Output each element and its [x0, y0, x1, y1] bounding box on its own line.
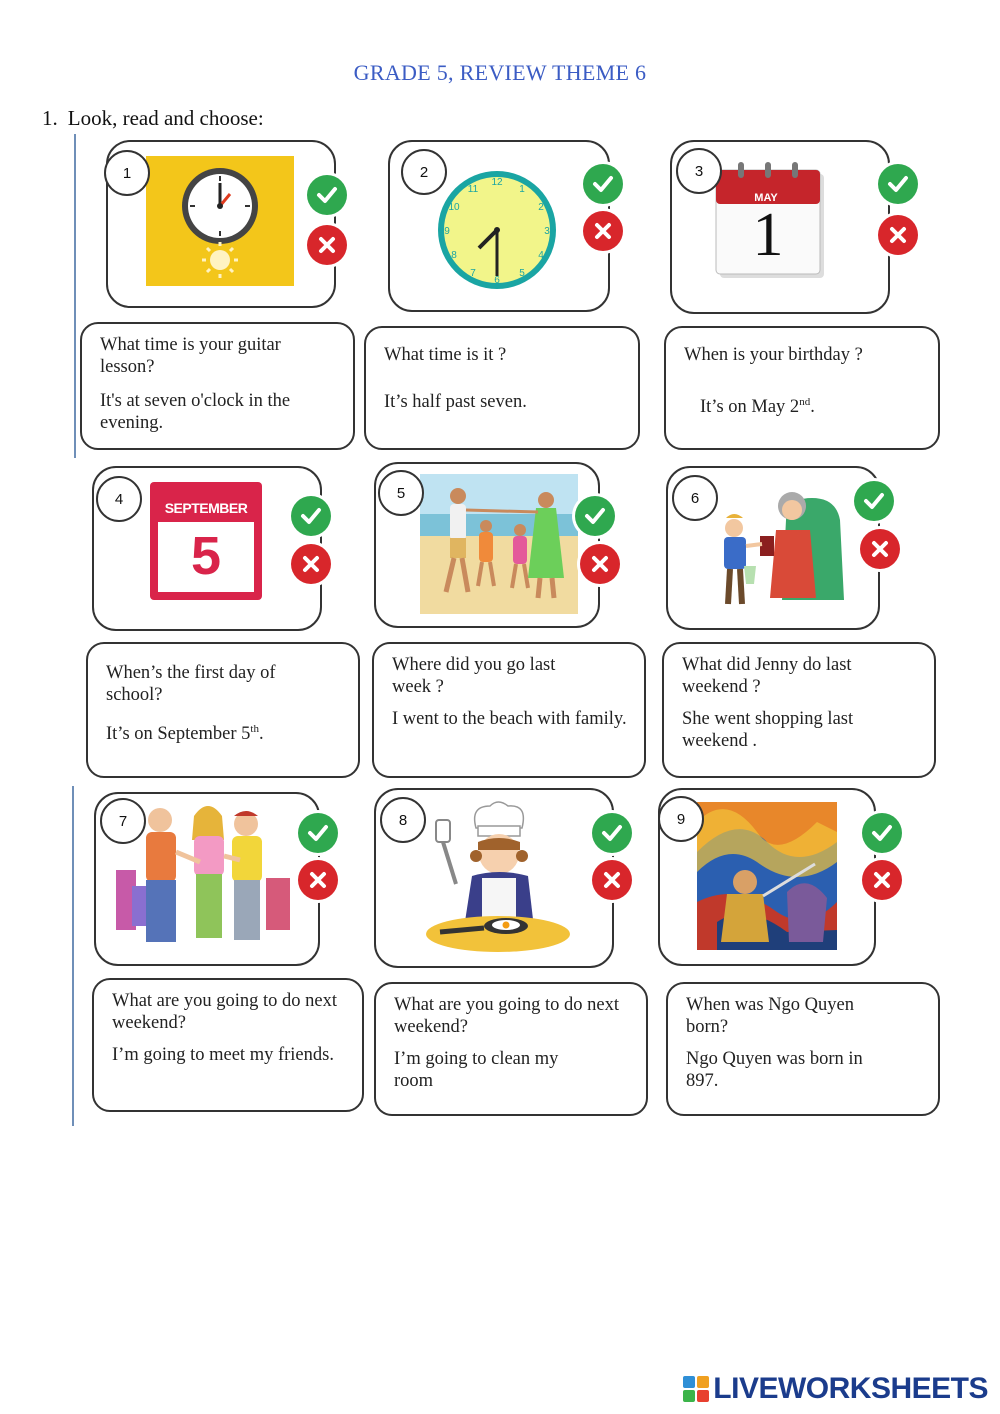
- correct-button[interactable]: [592, 813, 632, 853]
- answer-text: I’m going to meet my friends.: [112, 1045, 334, 1065]
- check-icon: [600, 821, 624, 845]
- ngo-quyen-painting-picture: [697, 802, 837, 950]
- logo-text: LIVEWORKSHEETS: [713, 1372, 988, 1405]
- question-card-8: [374, 982, 648, 1116]
- answer-text: I went to the beach with family.: [392, 709, 627, 729]
- liveworksheets-logo: [683, 1372, 988, 1406]
- question-text: What are you going to do next weekend?: [394, 995, 620, 1037]
- incorrect-button[interactable]: [583, 211, 623, 251]
- calendar-month-label: MAY: [754, 192, 778, 204]
- cross-icon: [886, 223, 910, 247]
- check-icon: [583, 504, 607, 528]
- item-number-badge: 1: [104, 150, 150, 196]
- correct-button[interactable]: [291, 496, 331, 536]
- cross-icon: [868, 537, 892, 561]
- question-text: What time is your guitar lesson?: [100, 335, 281, 377]
- check-icon: [862, 489, 886, 513]
- calendar-month-label: SEPTEMBER: [164, 500, 248, 516]
- question-text: When was Ngo Quyen born?: [686, 995, 854, 1037]
- check-icon: [591, 172, 615, 196]
- cross-icon: [299, 552, 323, 576]
- cross-icon: [306, 868, 330, 892]
- question-card-7: [92, 978, 364, 1112]
- instruction-number: 1.: [42, 106, 58, 130]
- svg-text:11: 11: [467, 184, 479, 195]
- incorrect-button[interactable]: [580, 544, 620, 584]
- check-icon: [299, 504, 323, 528]
- incorrect-button[interactable]: [860, 529, 900, 569]
- calendar-day-label: 5: [190, 526, 222, 586]
- svg-text:3: 3: [544, 226, 550, 237]
- may-1-calendar-picture: [710, 160, 834, 280]
- check-icon: [306, 821, 330, 845]
- boy-grandmother-picture: [716, 480, 862, 612]
- incorrect-button[interactable]: [291, 544, 331, 584]
- answer-text: It’s on September 5th.: [106, 723, 264, 745]
- answer-text: She went shopping last weekend .: [682, 709, 854, 751]
- answer-text: It’s on May 2nd.: [700, 396, 815, 418]
- svg-text:12: 12: [491, 177, 503, 188]
- correct-button[interactable]: [298, 813, 338, 853]
- family-beach-picture: [420, 474, 578, 614]
- item-number-badge: 2: [401, 149, 447, 195]
- svg-text:5: 5: [519, 268, 525, 279]
- logo-icon: [683, 1376, 709, 1402]
- page-title: GRADE 5, REVIEW THEME 6: [353, 60, 647, 85]
- margin-line: [72, 786, 74, 1126]
- svg-text:4: 4: [538, 250, 544, 261]
- cross-icon: [870, 868, 894, 892]
- svg-text:10: 10: [448, 202, 460, 213]
- margin-line: [74, 134, 76, 458]
- svg-text:1: 1: [519, 184, 525, 195]
- question-text: What time is it ?: [384, 345, 507, 365]
- instruction: [42, 106, 264, 131]
- question-card-3: [664, 326, 940, 450]
- incorrect-button[interactable]: [862, 860, 902, 900]
- cross-icon: [588, 552, 612, 576]
- question-card-6: [662, 642, 936, 778]
- item-number-badge: 7: [100, 798, 146, 844]
- calendar-day-label: 1: [752, 201, 784, 269]
- clock-picture: [432, 170, 562, 290]
- girl-cooking-picture: [420, 798, 570, 958]
- september-5-calendar-picture: [150, 482, 262, 600]
- clock-morning-sun-picture: [146, 156, 294, 286]
- svg-text:7: 7: [470, 268, 476, 279]
- answer-text: It’s half past seven.: [384, 392, 527, 412]
- question-text: What did Jenny do last weekend ?: [682, 655, 852, 697]
- question-text: Where did you go last week ?: [392, 655, 556, 697]
- svg-text:2: 2: [538, 202, 544, 213]
- question-text: When is your birthday ?: [684, 345, 863, 365]
- item-number-badge: 8: [380, 797, 426, 843]
- svg-text:8: 8: [451, 250, 457, 261]
- question-card-9: [666, 982, 940, 1116]
- answer-text: Ngo Quyen was born in 897.: [686, 1049, 863, 1091]
- question-card-1: [80, 322, 355, 450]
- svg-text:9: 9: [444, 226, 450, 237]
- svg-text:6: 6: [494, 275, 500, 286]
- incorrect-button[interactable]: [878, 215, 918, 255]
- correct-button[interactable]: [854, 481, 894, 521]
- check-icon: [870, 821, 894, 845]
- cross-icon: [600, 868, 624, 892]
- question-card-4: [86, 642, 360, 778]
- item-number-badge: 4: [96, 476, 142, 522]
- item-number-badge: 9: [658, 796, 704, 842]
- correct-button[interactable]: [575, 496, 615, 536]
- question-card-2: [364, 326, 640, 450]
- correct-button[interactable]: [878, 164, 918, 204]
- answer-text: It's at seven o'clock in the evening.: [100, 391, 291, 433]
- cross-icon: [315, 233, 339, 257]
- answer-text: I’m going to clean my room: [394, 1049, 559, 1091]
- item-number-badge: 5: [378, 470, 424, 516]
- question-card-5: [372, 642, 646, 778]
- item-number-badge: 6: [672, 475, 718, 521]
- incorrect-button[interactable]: [307, 225, 347, 265]
- incorrect-button[interactable]: [592, 860, 632, 900]
- check-icon: [886, 172, 910, 196]
- correct-button[interactable]: [583, 164, 623, 204]
- check-icon: [315, 183, 339, 207]
- cross-icon: [591, 219, 615, 243]
- correct-button[interactable]: [307, 175, 347, 215]
- correct-button[interactable]: [862, 813, 902, 853]
- question-text: When’s the first day of school?: [106, 663, 276, 705]
- item-number-badge: 3: [676, 148, 722, 194]
- incorrect-button[interactable]: [298, 860, 338, 900]
- question-text: What are you going to do next weekend?: [112, 991, 338, 1033]
- instruction-text: Look, read and choose:: [67, 106, 264, 130]
